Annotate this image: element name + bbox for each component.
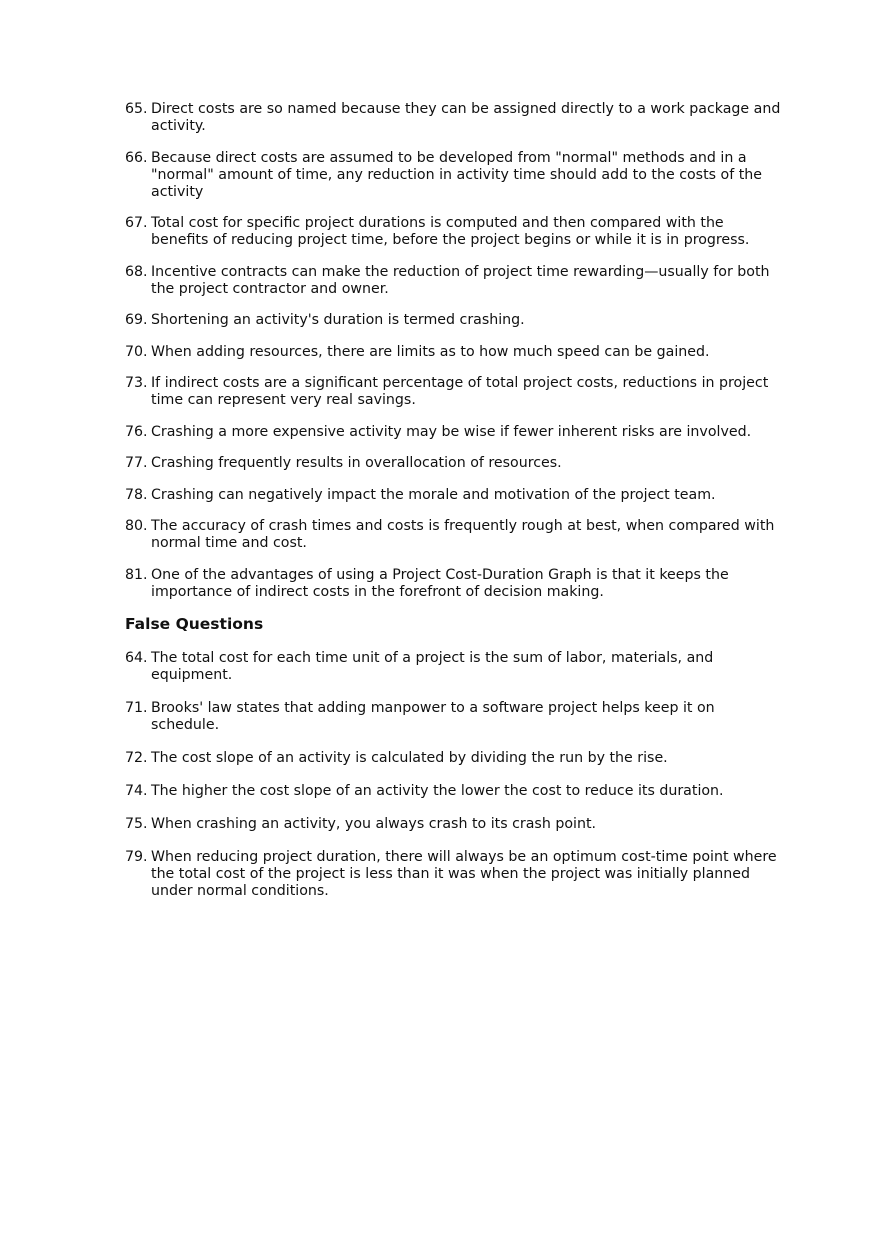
question-text: The higher the cost slope of an activity the lower the cost to reduce its duration. <box>151 783 724 799</box>
question-number: 80. <box>125 518 148 534</box>
question-text: The cost slope of an activity is calculated by dividing the run by the rise. <box>151 750 668 766</box>
false-questions-heading: False Questions <box>125 615 264 633</box>
question-number: 81. <box>125 566 148 583</box>
question-number: 71. <box>125 700 148 716</box>
question-text: Incentive contracts can make the reduction of project time rewarding—usually for both the project contractor and owner. <box>151 263 770 297</box>
question-text: If indirect costs are a significant percentage of total project costs, reductions in project time can represent very real savings. <box>151 375 769 408</box>
question-text: Because direct costs are assumed to be developed from "normal" methods and in a "normal" amount of time, any reduction in activity time should add to the costs of the activity <box>151 149 762 200</box>
question-item <box>125 849 785 900</box>
question-number: 67. <box>125 215 148 231</box>
question-item <box>125 215 785 249</box>
question-number: 72. <box>125 750 148 766</box>
true-questions-list <box>125 101 785 601</box>
question-text: One of the advantages of using a Project Cost-Duration Graph is that it keeps the importance of indirect costs in the forefront of decision making. <box>151 566 729 600</box>
question-item <box>125 816 785 833</box>
question-text: The accuracy of crash times and costs is frequently rough at best, when compared with normal time and cost. <box>151 518 775 551</box>
question-text: When reducing project duration, there will always be an optimum cost-time point where the total cost of the project is less than it was when the project was initially planned under normal conditions. <box>151 849 777 899</box>
question-number: 76. <box>125 423 148 440</box>
question-item <box>125 264 785 298</box>
question-item <box>125 700 785 734</box>
question-item <box>125 344 785 361</box>
question-text: When adding resources, there are limits as to how much speed can be gained. <box>151 343 710 360</box>
question-item <box>125 424 785 441</box>
question-number: 79. <box>125 849 148 865</box>
question-item <box>125 518 785 552</box>
false-questions-list <box>125 650 785 900</box>
question-text: Crashing can negatively impact the morale and motivation of the project team. <box>151 486 716 503</box>
question-number: 70. <box>125 343 148 360</box>
question-item <box>125 375 785 409</box>
question-text: Crashing a more expensive activity may be wise if fewer inherent risks are involved. <box>151 423 752 440</box>
question-item <box>125 783 785 800</box>
question-text: Brooks' law states that adding manpower to a software project helps keep it on schedule. <box>151 700 715 733</box>
question-number: 64. <box>125 650 148 666</box>
question-text: The total cost for each time unit of a project is the sum of labor, materials, and equipment. <box>151 650 714 683</box>
question-text: When crashing an activity, you always crash to its crash point. <box>151 816 597 832</box>
question-item <box>125 455 785 472</box>
question-item <box>125 567 785 601</box>
question-number: 74. <box>125 783 148 799</box>
question-item <box>125 487 785 504</box>
question-item <box>125 101 785 135</box>
question-item <box>125 150 785 201</box>
question-text: Shortening an activity's duration is termed crashing. <box>151 312 525 328</box>
question-number: 77. <box>125 455 148 471</box>
question-item <box>125 312 785 329</box>
document-page <box>125 101 785 916</box>
question-number: 73. <box>125 375 148 391</box>
question-text: Crashing frequently results in overallocation of resources. <box>151 455 562 471</box>
question-number: 68. <box>125 263 148 280</box>
question-number: 75. <box>125 816 148 832</box>
question-item <box>125 650 785 684</box>
question-number: 66. <box>125 149 148 166</box>
question-number: 78. <box>125 486 148 503</box>
question-number: 69. <box>125 312 148 328</box>
question-text: Direct costs are so named because they can be assigned directly to a work package and activity. <box>151 101 781 134</box>
question-item <box>125 750 785 767</box>
question-number: 65. <box>125 101 148 117</box>
question-text: Total cost for specific project durations is computed and then compared with the benefits of reducing project time, before the project begins or while it is in progress. <box>151 215 750 248</box>
